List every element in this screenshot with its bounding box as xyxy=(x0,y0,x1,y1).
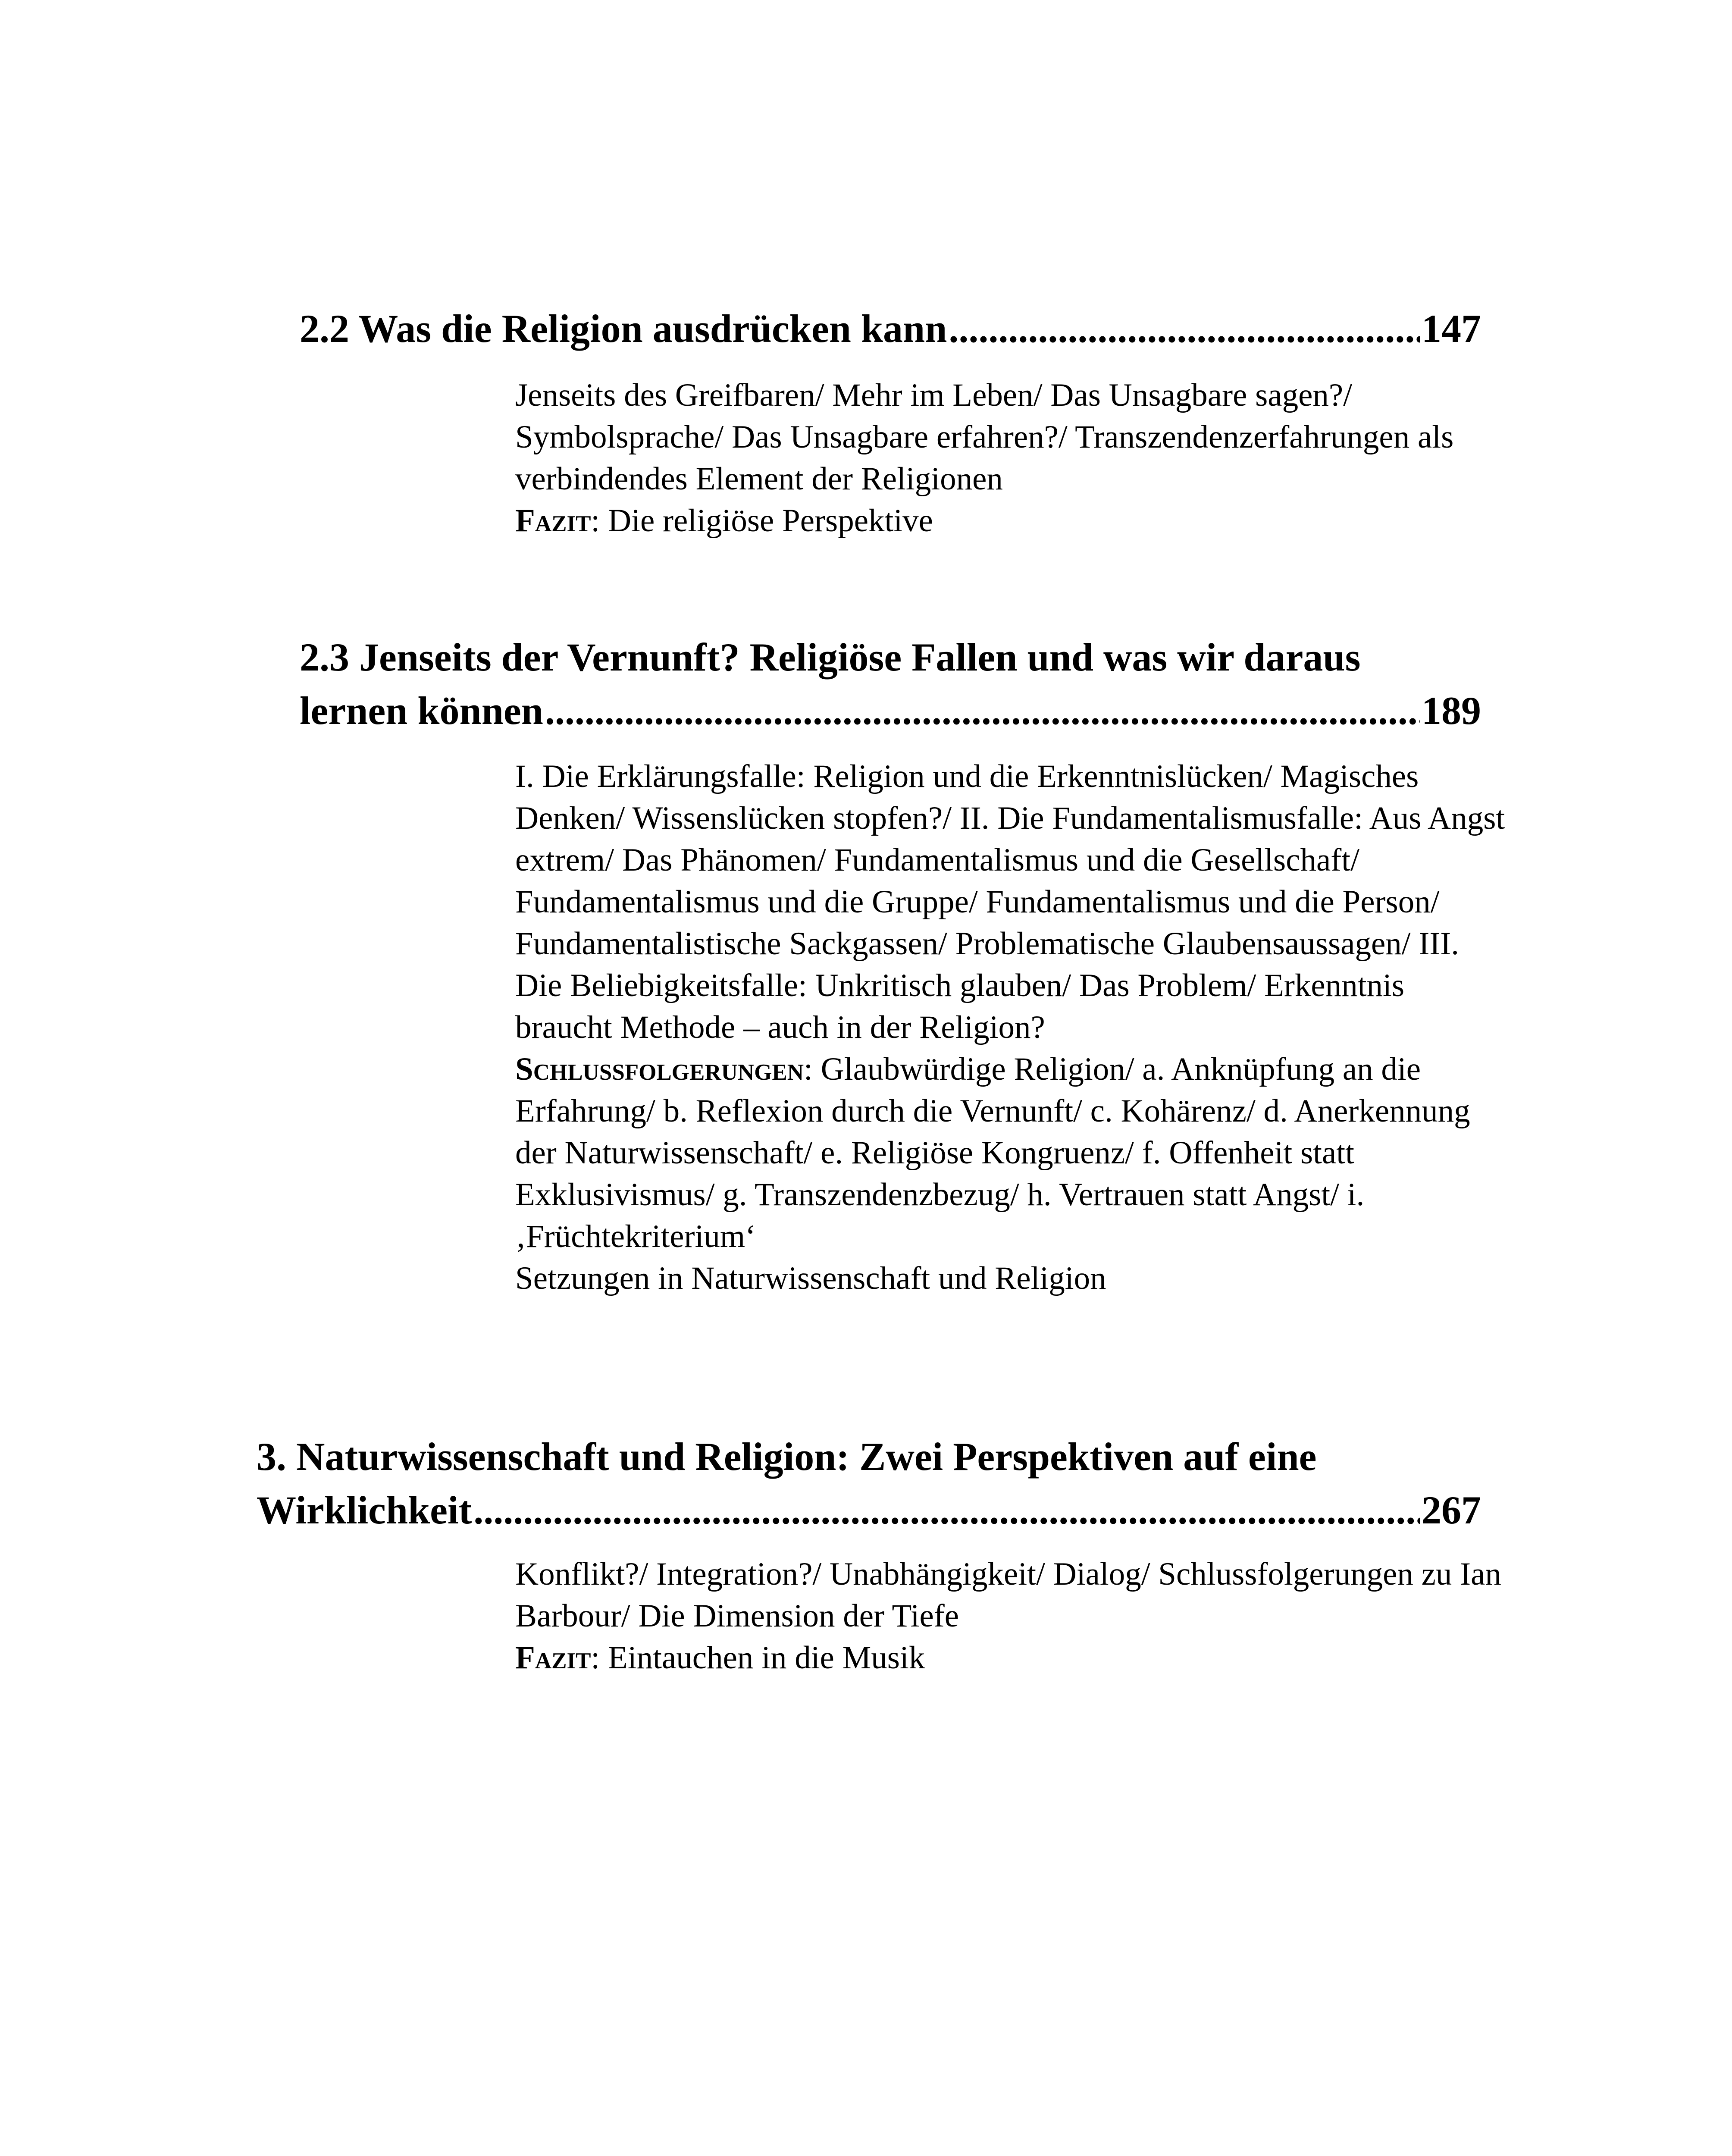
toc-conclusion xyxy=(515,1637,1507,1679)
toc-heading-title: 2.2 Was die Religion ausdrücken kann xyxy=(300,307,947,351)
conclusion-text: : Glaubwürdige Religion/ a. Anknüpfung an die Erfahrung/ b. Reflexion durch die Vernunft/ c. Kohärenz/ d. Anerkennung der Naturwissenschaft/ e. Religiöse Kongruenz/ f. Offenheit statt Exklusivismus/ g. Transzendenzbezug/ h. Vertrauen statt Angst/ i. ‚Früchtekriterium‘ xyxy=(515,1051,1470,1254)
toc-heading-3[interactable] xyxy=(257,1430,1481,1537)
toc-page-number: 189 xyxy=(1422,689,1481,733)
toc-heading-2-2[interactable] xyxy=(300,302,1481,355)
toc-subtopics-2-2 xyxy=(515,374,1507,542)
toc-conclusion xyxy=(515,500,1507,542)
conclusion-label: Fazit xyxy=(515,1640,591,1676)
toc-subtopics-text: Konflikt?/ Integration?/ Unabhängigkeit/ Dialog/ Schlussfolgerungen zu Ian Barbour/ Die Dimension der Tiefe xyxy=(515,1556,1501,1634)
dot-leader xyxy=(545,684,1420,737)
toc-heading-title-cont: Wirklichkeit xyxy=(257,1488,472,1532)
toc-subtopics-text: Jenseits des Greifbaren/ Mehr im Leben/ Das Unsagbare sagen?/ Symbolsprache/ Das Unsagbare erfahren?/ Transzendenzerfahrungen als verbindendes Element der Religionen xyxy=(515,377,1454,497)
toc-extra-line: Setzungen in Naturwissenschaft und Religion xyxy=(515,1260,1106,1296)
toc-heading-line xyxy=(300,684,1481,737)
conclusion-label: Fazit xyxy=(515,503,591,539)
dot-leader xyxy=(473,1483,1420,1537)
toc-heading-2-3[interactable] xyxy=(300,630,1481,737)
toc-conclusion xyxy=(515,1048,1507,1257)
toc-heading-title: 3. Naturwissenschaft und Religion: Zwei Perspektiven auf eine xyxy=(257,1435,1317,1479)
toc-heading-title: 2.3 Jenseits der Vernunft? Religiöse Fallen und was wir daraus xyxy=(300,635,1361,679)
toc-heading-line xyxy=(257,1483,1481,1537)
conclusion-label: Schlussfolgerungen xyxy=(515,1051,804,1087)
conclusion-text: : Die religiöse Perspektive xyxy=(591,503,933,539)
toc-page-number: 267 xyxy=(1422,1488,1481,1532)
toc-heading-title-cont: lernen können xyxy=(300,689,543,733)
toc-subtopics-2-3 xyxy=(515,755,1507,1299)
conclusion-text: : Eintauchen in die Musik xyxy=(591,1640,925,1676)
toc-heading-line xyxy=(300,630,1481,684)
dot-leader xyxy=(949,302,1420,355)
toc-heading-line xyxy=(257,1430,1481,1483)
toc-heading-line xyxy=(300,302,1481,355)
toc-subtopics-3 xyxy=(515,1553,1507,1679)
toc-page-number: 147 xyxy=(1422,307,1481,351)
toc-subtopics-text: I. Die Erklärungsfalle: Religion und die Erkenntnislücken/ Magisches Denken/ Wissenslücken stopfen?/ II. Die Fundamentalismusfalle: Aus Angst extrem/ Das Phänomen/ Fundamentalismus und die Gesellschaft/ Fundamentalismus und die Gruppe/ Fundamentalismus und die Person/ Fundamentalistische Sackgassen/ Problematische Glaubensaussagen/ III. Die Beliebigkeitsfalle: Unkritisch glauben/ Das Problem/ Erkenntnis braucht Methode – auch in der Religion? xyxy=(515,758,1505,1045)
